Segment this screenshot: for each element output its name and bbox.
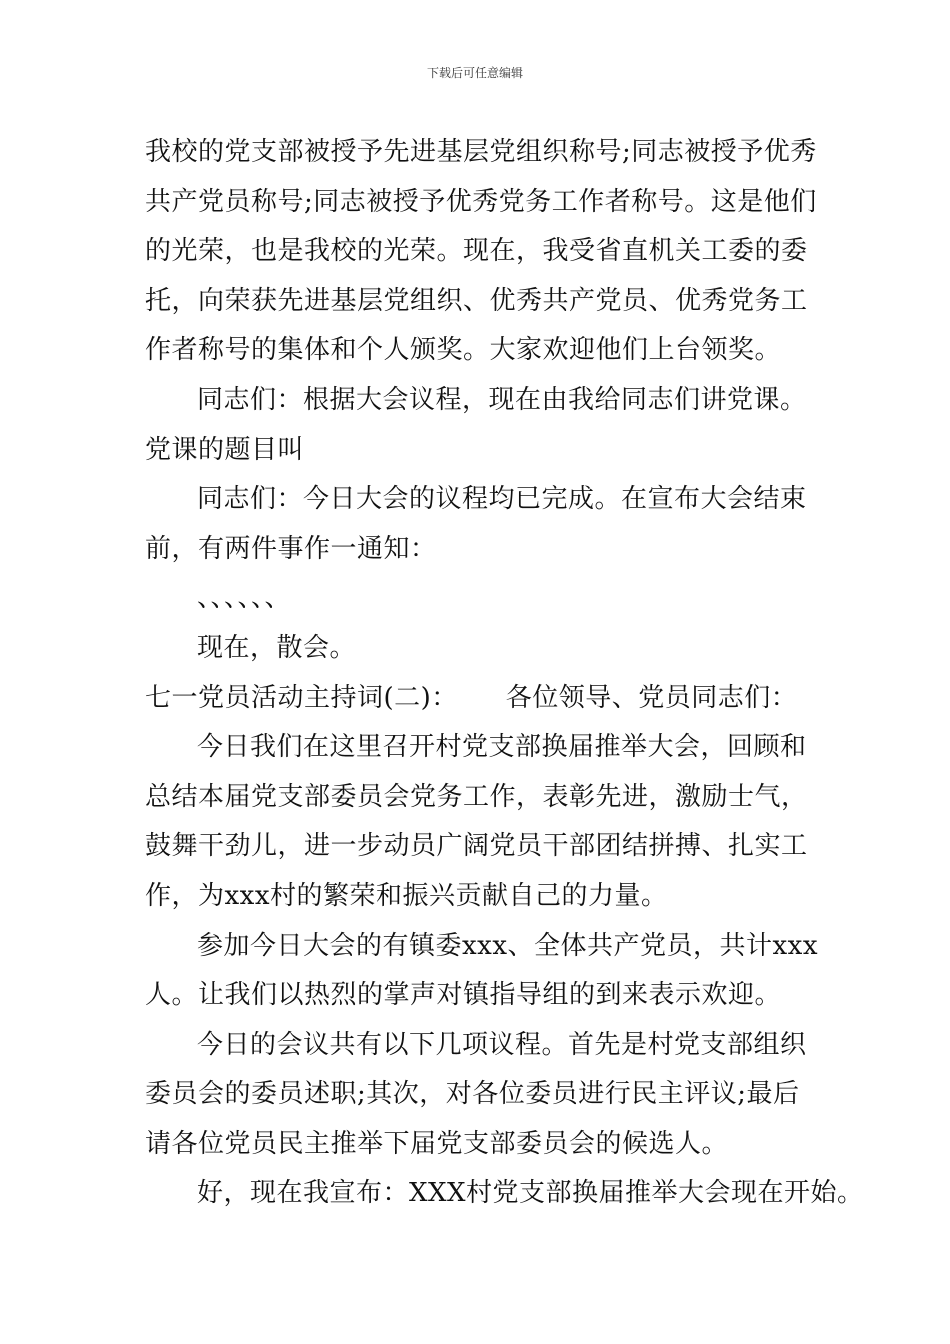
section-heading-line	[145, 674, 825, 724]
text-line: 的光荣，也是我校的光荣。现在，我受省直机关工委的委	[145, 236, 808, 267]
page-header: 下载后可任意编辑	[426, 66, 523, 80]
paragraph-first-line: 好，现在我宣布：XXX村党支部换届推举大会现在开始。	[197, 1178, 864, 1209]
text-line: 鼓舞干劲儿，进一步动员广阔党员干部团结拼搏、扎实工	[145, 831, 808, 862]
paragraph-first-line: 今日我们在这里召开村党支部换届推举大会，回顾和	[197, 732, 807, 763]
salutation: 各位领导、党员同志们：	[505, 682, 798, 713]
text-line: 作，为xxx村的繁荣和振兴贡献自己的力量。	[145, 880, 668, 911]
text-line: 委员会的委员述职;其次，对各位委员进行民主评议;最后	[145, 1079, 800, 1110]
paragraph-first-line: 今日的会议共有以下几项议程。首先是村党支部组织	[197, 1029, 807, 1060]
enumeration-marks: 、、、、、、	[197, 583, 292, 614]
text-line: 总结本届党支部委员会党务工作，表彰先进，激励士气，	[145, 781, 808, 812]
paragraph-first-line: 同志们：根据大会议程，现在由我给同志们讲党课。	[197, 384, 807, 415]
text-line: 前，有两件事作一通知：	[145, 533, 437, 564]
text-line: 作者称号的集体和个人颁奖。大家欢迎他们上台领奖。	[145, 335, 782, 366]
paragraph-first-line: 同志们：今日大会的议程均已完成。在宣布大会结束	[197, 484, 807, 515]
paragraph-first-line: 参加今日大会的有镇委xxx、全体共产党员，共计xxx	[197, 930, 818, 961]
section-heading: 七一党员活动主持词(二)：	[145, 682, 458, 713]
text-line: 托，向荣获先进基层党组织、优秀共产党员、优秀党务工	[145, 285, 808, 316]
text-line: 人。让我们以热烈的掌声对镇指导组的到来表示欢迎。	[145, 980, 782, 1011]
text-line: 我校的党支部被授予先进基层党组织称号;同志被授予优秀	[145, 137, 817, 167]
text-line: 请各位党员民主推举下届党支部委员会的候选人。	[145, 1128, 729, 1159]
paragraph-first-line: 现在，散会。	[197, 632, 357, 663]
text-line: 共产党员称号;同志被授予优秀党务工作者称号。这是他们	[145, 186, 817, 217]
text-line: 党课的题目叫	[145, 434, 305, 465]
document-body	[145, 128, 864, 1219]
